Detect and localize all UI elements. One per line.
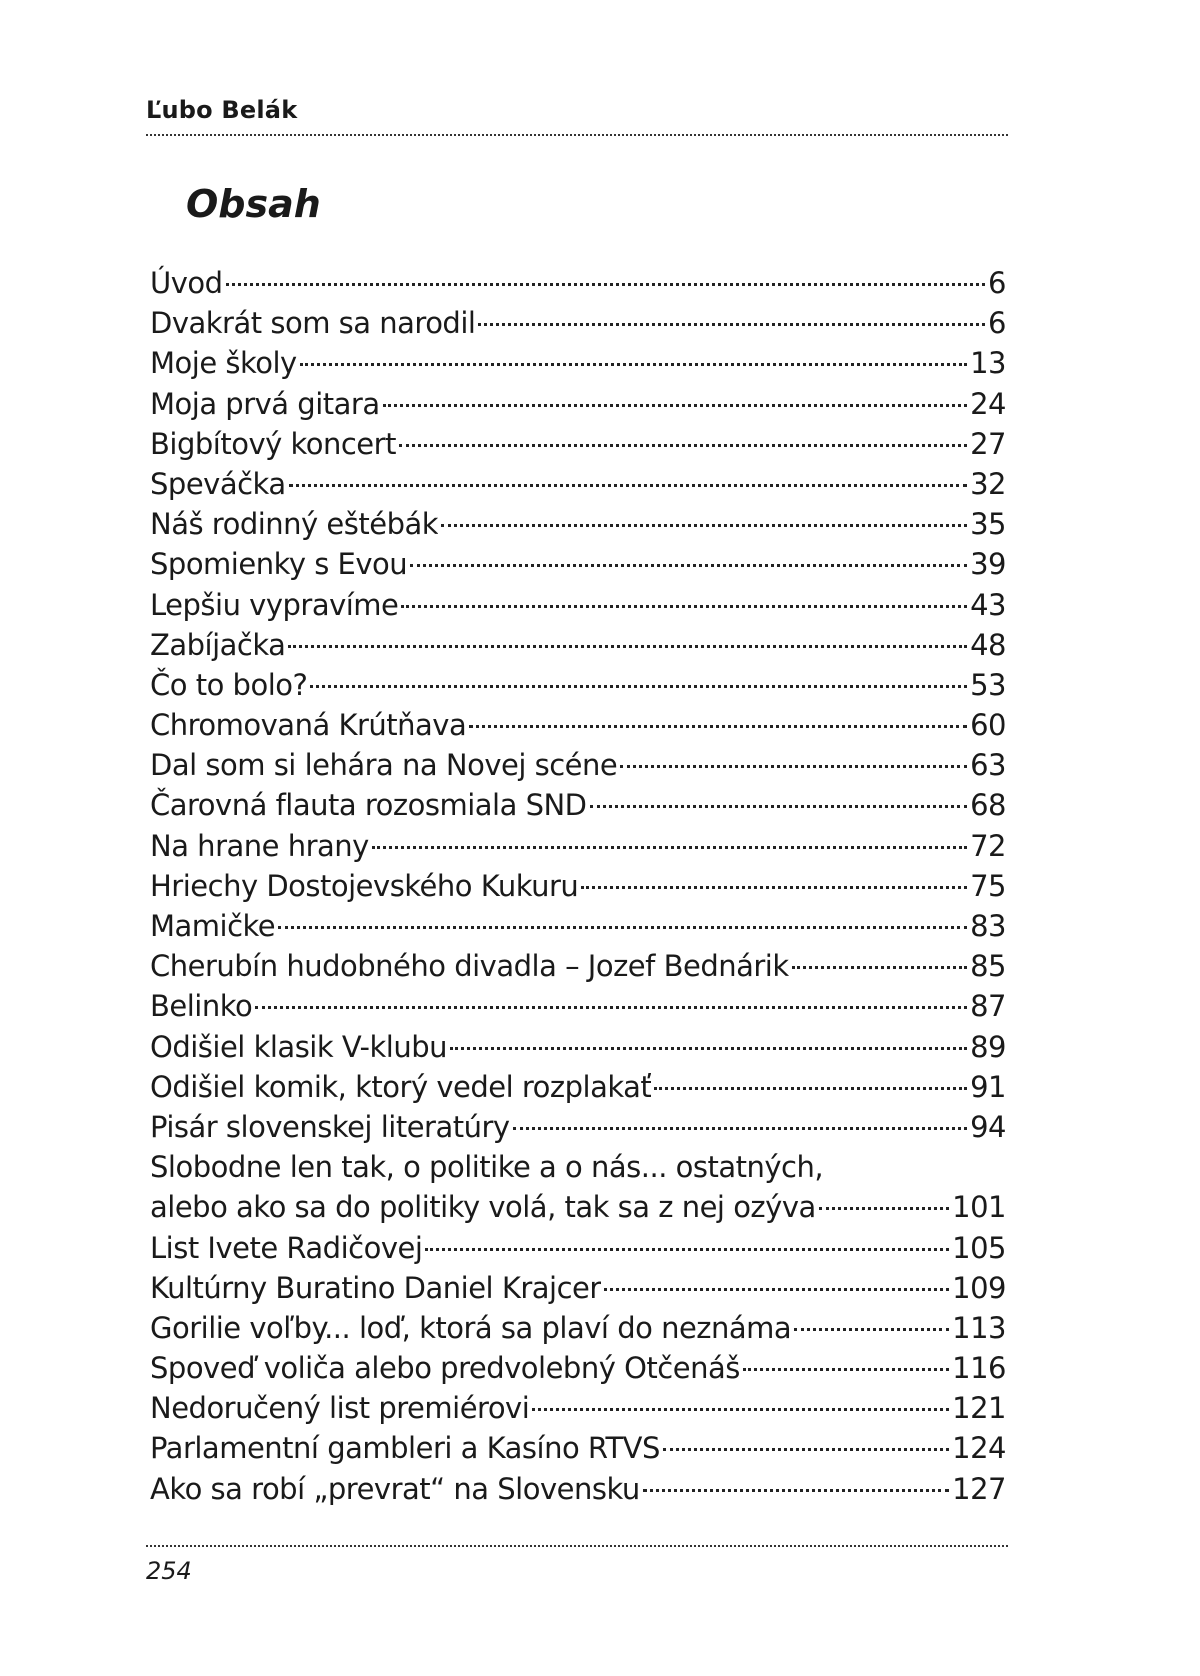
toc-entry-title: Úvod — [150, 266, 223, 300]
toc-dot-leader — [663, 1448, 949, 1451]
toc-dot-leader — [581, 886, 967, 889]
toc-entry — [150, 625, 1006, 665]
page-number: 254 — [146, 1557, 192, 1585]
toc-entry — [150, 1428, 1006, 1468]
toc-dot-leader — [792, 966, 967, 969]
toc-entry — [150, 866, 1006, 906]
toc-entry — [150, 1027, 1006, 1067]
toc-entry-title: Odišiel komik, ktorý vedel rozplakať — [150, 1069, 652, 1104]
toc-entry-page: 101 — [952, 1190, 1006, 1225]
toc-entry — [150, 946, 1006, 986]
toc-entry-page: 6 — [988, 306, 1006, 341]
toc-entry-page: 89 — [970, 1029, 1006, 1064]
toc-dot-leader — [620, 765, 967, 768]
toc-entry-title: Dvakrát som sa narodil — [150, 306, 476, 341]
toc-dot-leader — [399, 444, 967, 447]
toc-entry-page: 6 — [988, 266, 1006, 300]
toc-dot-leader — [278, 926, 967, 929]
toc-entry — [150, 585, 1006, 625]
toc-dot-leader — [255, 1006, 967, 1009]
toc-entry — [150, 504, 1006, 544]
toc-entry-title: Odišiel klasik V-klubu — [150, 1029, 447, 1064]
toc-entry — [150, 1228, 1006, 1268]
toc-entry-title: Zabíjačka — [150, 627, 286, 662]
toc-entry — [150, 906, 1006, 946]
toc-dot-leader — [441, 524, 967, 527]
toc-entry-title: Belinko — [150, 989, 253, 1024]
toc-entry-page: 39 — [970, 547, 1006, 582]
toc-entry — [150, 1147, 1006, 1187]
toc-dot-leader — [654, 1087, 967, 1090]
toc-entry-title: List Ivete Radičovej — [150, 1230, 423, 1265]
toc-entry-page: 13 — [970, 346, 1006, 381]
toc-dot-leader — [289, 484, 968, 487]
toc-entry — [150, 826, 1006, 866]
toc-entry-title: Spomienky s Evou — [150, 547, 408, 582]
toc-entry-page: 75 — [970, 868, 1006, 903]
toc-dot-leader — [410, 564, 967, 567]
toc-entry-page: 105 — [952, 1230, 1006, 1265]
toc-dot-leader — [478, 323, 985, 326]
toc-entry-page: 27 — [970, 426, 1006, 461]
toc-entry — [150, 1348, 1006, 1388]
toc-entry-title: Hriechy Dostojevského Kukuru — [150, 868, 579, 903]
toc-entry-page: 83 — [970, 909, 1006, 943]
toc-entry-title: Ako sa robí „prevrat“ na Slovensku — [150, 1471, 640, 1506]
toc-entry-title: Moje školy — [150, 346, 297, 381]
toc-entry-page: 63 — [970, 748, 1006, 783]
toc-entry — [150, 1388, 1006, 1428]
toc-entry — [150, 1308, 1006, 1348]
toc-dot-leader — [590, 805, 968, 808]
toc-entry-title: Na hrane hrany — [150, 828, 369, 863]
toc-dot-leader — [226, 283, 986, 286]
toc-entry-page: 48 — [970, 627, 1006, 662]
toc-entry — [150, 343, 1006, 383]
toc-entry-page: 113 — [952, 1310, 1006, 1345]
running-header-author: Ľubo Belák — [146, 96, 298, 124]
toc-entry-page: 116 — [952, 1351, 1006, 1386]
toc-entry — [150, 384, 1006, 424]
toc-entry-page: 91 — [970, 1069, 1006, 1104]
toc-entry-title: Cherubín hudobného divadla – Jozef Bednárik — [150, 949, 789, 984]
toc-dot-leader — [469, 725, 967, 728]
toc-entry-page: 24 — [970, 386, 1006, 421]
toc-entry — [150, 745, 1006, 785]
toc-entry-page: 60 — [970, 708, 1006, 743]
toc-entry-title: Nedoručený list premiérovi — [150, 1391, 530, 1426]
header-dotted-rule — [146, 134, 1008, 136]
toc-entry-title: Mamičke — [150, 909, 276, 943]
toc-entry-title: Dal som si lehára na Novej scéne — [150, 748, 618, 783]
toc-entry — [150, 424, 1006, 464]
toc-entry — [150, 1268, 1006, 1308]
toc-dot-leader — [532, 1408, 949, 1411]
toc-entry — [150, 1067, 1006, 1107]
toc-entry-title: Čo to bolo? — [150, 667, 308, 702]
toc-entry-page: 53 — [970, 667, 1006, 702]
toc-entry — [150, 464, 1006, 504]
toc-entry-title: Náš rodinný eštébák — [150, 507, 439, 542]
toc-entry-page: 68 — [970, 788, 1006, 823]
toc-dot-leader — [643, 1489, 949, 1492]
toc-entry — [150, 544, 1006, 584]
toc-dot-leader — [450, 1047, 967, 1050]
toc-entry-title: Parlamentní gambleri a Kasíno RTVS — [150, 1431, 660, 1466]
toc-entry-title: Moja prvá gitara — [150, 386, 380, 421]
toc-entry-title: Spoveď voliča alebo predvolebný Otčenáš — [150, 1351, 740, 1386]
toc-dot-leader — [425, 1248, 949, 1251]
toc-entry-title: Gorilie voľby... loď, ktorá sa plaví do neznáma — [150, 1310, 792, 1345]
toc-entry-page: 43 — [970, 587, 1006, 622]
toc-dot-leader — [383, 404, 968, 407]
toc-entry — [150, 1469, 1006, 1509]
toc-entry-page: 109 — [952, 1270, 1006, 1305]
toc-entry-page: 35 — [970, 507, 1006, 542]
toc-entry-title: Speváčka — [150, 466, 286, 501]
toc-dot-leader — [401, 605, 967, 608]
toc-dot-leader — [372, 846, 967, 849]
toc-entry — [150, 263, 1006, 303]
toc-dot-leader — [794, 1328, 949, 1331]
toc-entry-title: Chromovaná Krútňava — [150, 708, 467, 743]
toc-dot-leader — [604, 1288, 949, 1291]
toc-entry-page: 124 — [952, 1431, 1006, 1466]
toc-dot-leader — [819, 1207, 949, 1210]
toc-entry — [150, 986, 1006, 1026]
toc-entry — [150, 705, 1006, 745]
toc-entry-title: Kultúrny Buratino Daniel Krajcer — [150, 1270, 601, 1305]
footer-dotted-rule — [146, 1545, 1008, 1547]
toc-entry-page: 94 — [970, 1109, 1006, 1144]
toc-entry-page: 127 — [952, 1471, 1006, 1506]
toc-entry-page: 32 — [970, 466, 1006, 501]
toc-dot-leader — [513, 1127, 968, 1130]
toc-entry-title: Lepšiu vypravíme — [150, 587, 399, 622]
toc-entry-title: Pisár slovenskej literatúry — [150, 1109, 510, 1144]
toc-entry — [150, 1187, 1006, 1227]
toc-entry — [150, 1107, 1006, 1147]
toc-dot-leader — [310, 685, 967, 688]
toc-entry-title: Čarovná flauta rozosmiala SND — [150, 788, 587, 823]
toc-entry-page: 72 — [970, 828, 1006, 863]
table-of-contents — [150, 263, 1006, 1509]
toc-dot-leader — [743, 1368, 949, 1371]
toc-entry-title: Slobodne len tak, o politike a o nás... ostatných, — [150, 1150, 824, 1185]
toc-entry — [150, 785, 1006, 825]
toc-entry-title: alebo ako sa do politiky volá, tak sa z nej ozýva — [150, 1190, 816, 1225]
toc-dot-leader — [300, 363, 967, 366]
toc-entry-page: 121 — [952, 1391, 1006, 1426]
toc-entry-page: 87 — [970, 989, 1006, 1024]
toc-title: Obsah — [186, 182, 321, 226]
toc-entry — [150, 303, 1006, 343]
toc-entry — [150, 665, 1006, 705]
toc-dot-leader — [288, 645, 967, 648]
toc-entry-page: 85 — [970, 949, 1006, 984]
toc-entry-title: Bigbítový koncert — [150, 426, 396, 461]
